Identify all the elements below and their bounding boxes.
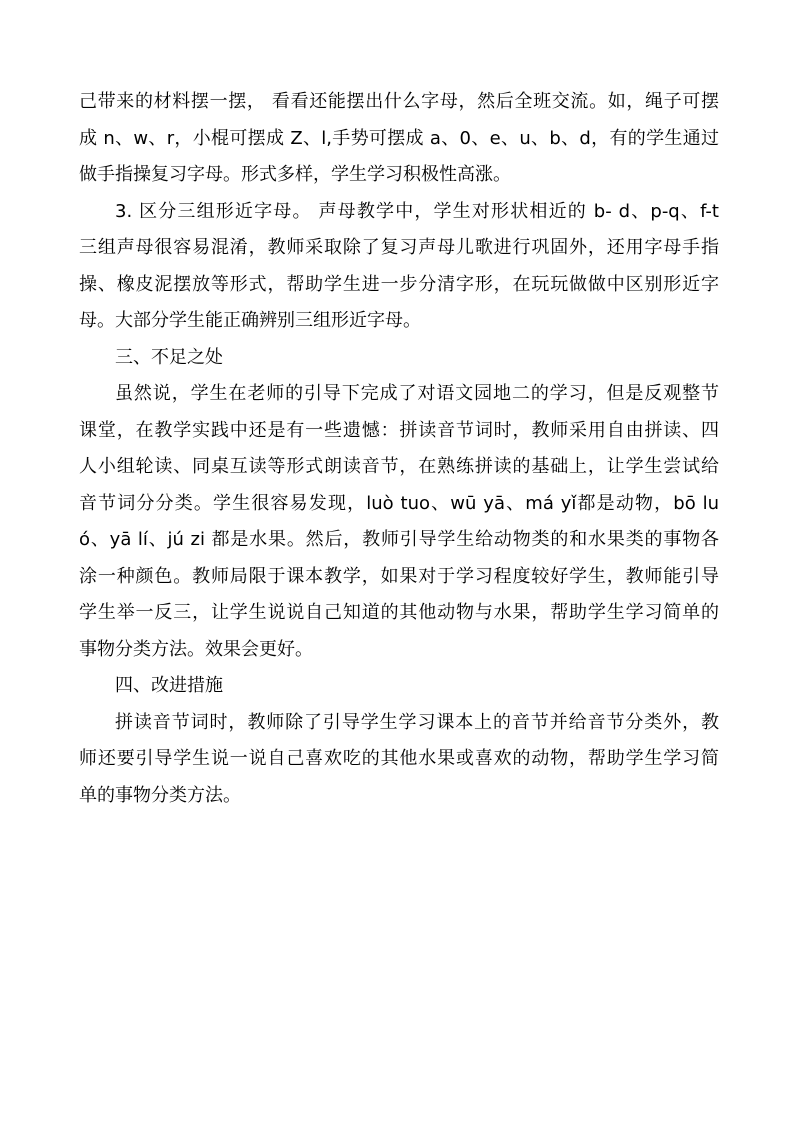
paragraph-line: 课堂，在教学实践中还是有一些遗憾：拼读音节词时，教师采用自由拼读、四: [79, 419, 719, 441]
section-heading: 四、改进措施: [115, 675, 223, 696]
paragraph-line: 母。大部分学生能正确辨别三组形近字母。: [79, 310, 421, 331]
paragraph-line: 三组声母很容易混淆，教师采取除了复习声母儿歌进行巩固外，还用字母手指: [79, 237, 719, 258]
paragraph-line: 操、橡皮泥摆放等形式，帮助学生进一步分清字形，在玩玩做做中区别形近字: [79, 273, 719, 295]
paragraph-line: ó、yā lí、jú zi 都是水果。然后，教师引导学生给动物类的和水果类的事物各: [79, 529, 719, 550]
paragraph-line: 师还要引导学生说一说自己喜欢吃的其他水果或喜欢的动物，帮助学生学习简: [79, 748, 719, 769]
paragraph-line: 3. 区分三组形近字母。 声母教学中，学生对形状相近的 b- d、p-q、f-t: [115, 200, 719, 222]
paragraph-line: 单的事物分类方法。: [79, 784, 241, 806]
paragraph-line: 人小组轮读、同桌互读等形式朗读音节，在熟练拼读的基础上，让学生尝试给: [79, 456, 719, 477]
paragraph-line: 做手指操复习字母。形式多样，学生学习积极性高涨。: [79, 164, 511, 185]
paragraph-line: 虽然说，学生在老师的引导下完成了对语文园地二的学习，但是反观整节: [115, 383, 719, 404]
paragraph-line: 己带来的材料摆一摆， 看看还能摆出什么字母，然后全班交流。如，绳子可摆: [79, 91, 719, 112]
paragraph-line: 事物分类方法。效果会更好。: [79, 638, 313, 660]
paragraph-line: 学生举一反三，让学生说说自己知道的其他动物与水果，帮助学生学习简单的: [79, 602, 719, 623]
paragraph-line: 涂一种颜色。教师局限于课本教学，如果对于学习程度较好学生，教师能引导: [79, 565, 719, 587]
paragraph-line: 拼读音节词时，教师除了引导学生学习课本上的音节并给音节分类外，教: [115, 711, 719, 733]
body-text: [79, 84, 719, 814]
paragraph-line: 成 n、w、r，小棍可摆成 Z、l,手势可摆成 a、0、e、u、b、d，有的学生通过: [79, 127, 720, 149]
section-heading: 三、不足之处: [115, 346, 223, 368]
paragraph-line: 音节词分分类。学生很容易发现，luò tuo、wū yā、má yǐ都是动物，bō lu: [79, 492, 719, 514]
